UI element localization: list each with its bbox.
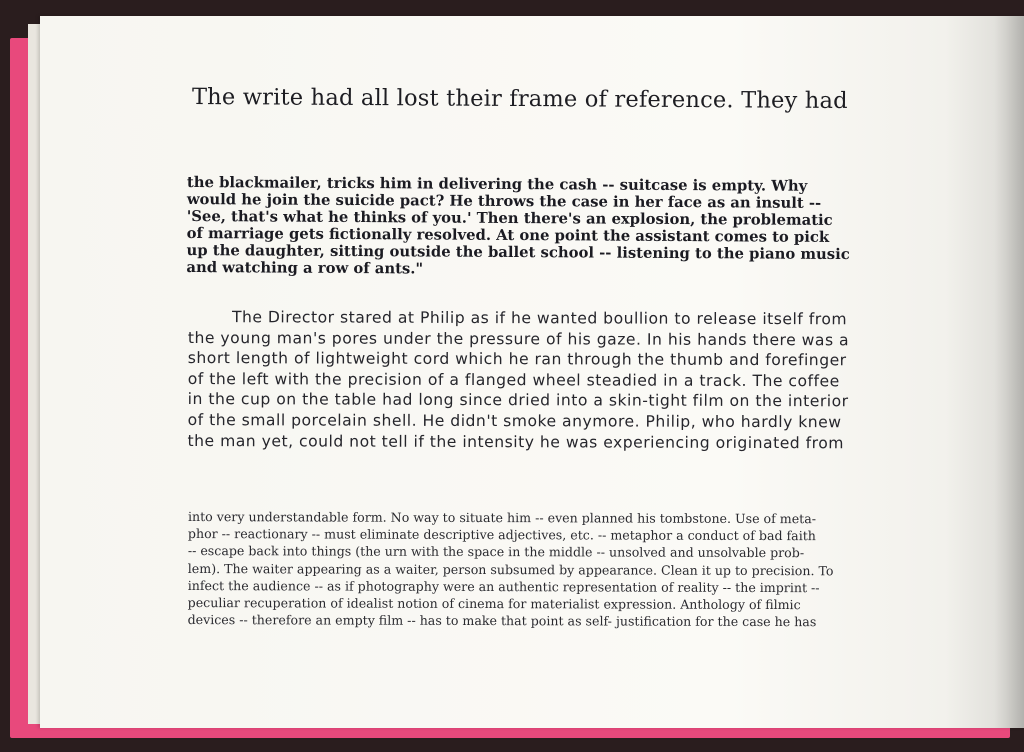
text-line: the man yet, could not tell if the intensity he was experiencing originated from [187,431,844,452]
small-paragraph [188,508,950,631]
text-line: short length of lightweight cord which he ran through the thumb and forefinger [187,349,847,370]
text-line: lem). The waiter appearing as a waiter, person subsumed by appearance. Clean it up to precision. To [187,560,834,578]
text-line: devices -- therefore an empty film -- has to make that point as self- justification for the case he has [187,612,817,630]
text-line: of the left with the precision of a flanged wheel steadied in a track. The coffee [187,369,840,391]
text-line: up the daughter, sitting outside the ballet school -- listening to the piano music [186,242,850,264]
text-line: of the small porcelain shell. He didn't smoke anymore. Philip, who hardly knew [187,410,842,432]
text-line: infect the audience -- as if photography were an authentic representation of reality -- the imprint -- [187,577,820,596]
text-line: the young man's pores under the pressure of his gaze. In his hands there was a [187,328,850,349]
text-line: The Director stared at Philip as if he wanted boullion to release itself from [231,308,848,329]
text-line: phor -- reactionary -- must eliminate descriptive adjectives, etc. -- metaphor a conduct of bad faith [187,526,816,544]
text-line: would he join the suicide pact? He throws the case in her face as an insult -- [186,191,822,212]
large-text-line: The write had all lost their frame of reference. They had [191,84,848,115]
bold-paragraph [186,174,949,281]
text-line: -- escape back into things (the urn with the space in the middle -- unsolved and unsolvable prob- [187,543,805,561]
text-line: peculiar recuperation of idealist notion of cinema for materialist expression. Anthology of filmic [187,595,801,613]
page-gutter-shadow [994,16,1024,728]
text-line: into very understandable form. No way to situate him -- even planned his tombstone. Use of meta- [187,509,817,527]
text-line: of marriage gets fictionally resolved. At one point the assistant comes to pick [186,225,830,247]
text-line: and watching a row of ants." [186,259,424,278]
text-line: the blackmailer, tricks him in delivering the cash -- suitcase is empty. Why [186,174,808,195]
text-line: 'See, that's what he thinks of you.' Then there's an explosion, the problematic [186,208,833,230]
body-paragraph [187,307,949,454]
text-line: in the cup on the table had long since dried into a skin-tight film on the interior [187,390,849,411]
